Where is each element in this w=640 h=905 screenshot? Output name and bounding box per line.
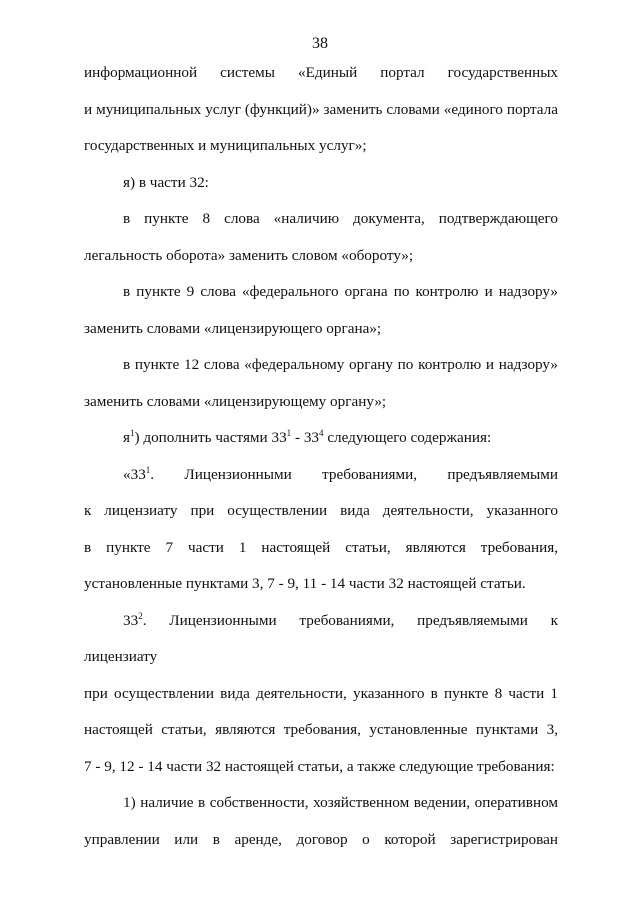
document-body [84, 55, 558, 858]
superscript: 4 [319, 428, 324, 438]
text-line: информационной системы «Единый портал государственных [84, 64, 558, 81]
text-line: установленные пунктами 3, 7 - 9, 11 - 14 части 32 настоящей статьи. [84, 575, 526, 592]
text-line: я) в части 32: [123, 173, 209, 191]
text-line: заменить словами «лицензирующему органу»; [84, 392, 387, 410]
text-line: в пункте 8 слова «наличию документа, подтверждающего [123, 210, 558, 227]
text-line: государственных и муниципальных услуг»; [84, 137, 367, 154]
superscript: 2 [138, 610, 143, 621]
text-line: $я^1$) дополнить частями $33^1 - 33^4$ следующего содержания: [123, 428, 492, 446]
text-line: в пункте 9 слова «федерального органа по контролю и надзору» [123, 283, 558, 300]
text-line: при осуществлении вида деятельности, указанного в пункте 8 части 1 [84, 684, 558, 702]
text-line: заменить словами «лицензирующего органа»; [84, 319, 382, 337]
superscript: 1 [145, 464, 151, 475]
superscript: 1 [286, 428, 292, 438]
text-line: в пункте 12 слова «федеральному органу по контролю и надзору» [123, 356, 558, 373]
text-line: 7 - 9, 12 - 14 части 32 настоящей статьи, а также следующие требования: [84, 757, 555, 775]
text-line: и муниципальных услуг (функций)» заменить словами «единого портала [84, 100, 558, 118]
text-line: $33^2$. Лицензионными требованиями, предъявляемыми к лицензиату [84, 610, 558, 665]
text-line: к лицензиату при осуществлении вида деятельности, указанного [84, 502, 558, 519]
text-line: 1) наличие в собственности, хозяйственном ведении, оперативном [123, 794, 558, 811]
text-line: в пункте 7 части 1 настоящей статьи, являются требования, [84, 538, 558, 556]
text-line: настоящей статьи, являются требования, установленные пунктами 3, [84, 721, 558, 738]
text-line: «$33^1$. Лицензионными требованиями, предъявляемыми [123, 464, 558, 483]
superscript: 1 [130, 428, 135, 438]
text-line: управлении или в аренде, договор о которой зарегистрирован [84, 830, 558, 848]
text-line: легальность оборота» заменить словом «обороту»; [84, 246, 414, 264]
page-number: 38 [312, 35, 328, 52]
